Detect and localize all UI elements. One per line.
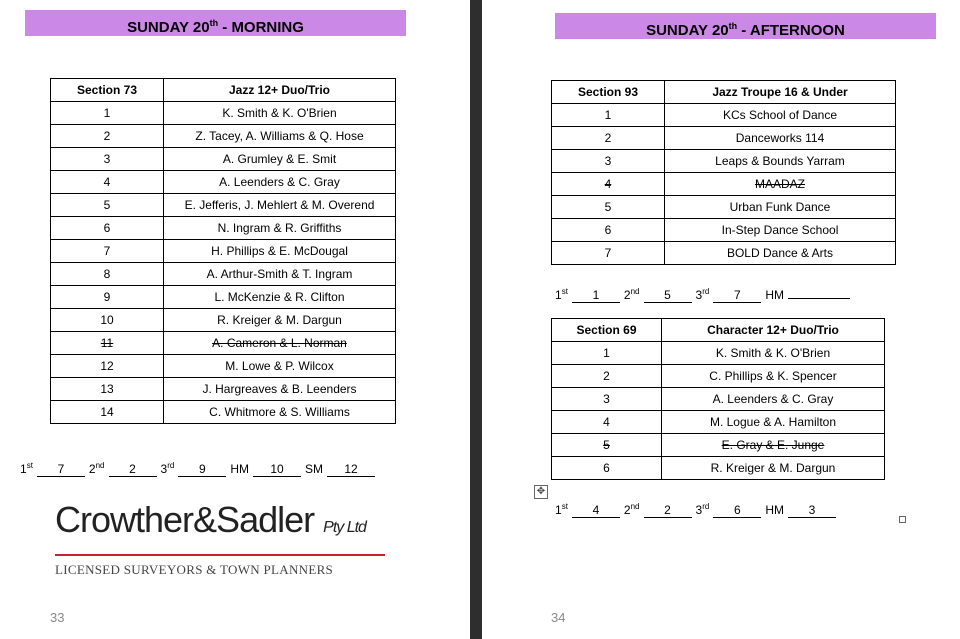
entry-number: 11 [51, 332, 164, 355]
placing-value: 2 [644, 503, 692, 518]
placing-label-sup: nd [95, 461, 105, 470]
placing-label-text: 1 [20, 462, 27, 476]
placing-label-text: 1 [555, 503, 562, 517]
table-row [552, 434, 885, 457]
entry-number: 1 [552, 104, 665, 127]
placing-label-sup: nd [630, 502, 640, 511]
banner-suffix: - MORNING [218, 19, 304, 36]
entry-number: 3 [51, 148, 164, 171]
entry-number: 1 [51, 102, 164, 125]
placing-value: 6 [713, 503, 761, 518]
entry-name: M. Logue & A. Hamilton [662, 411, 885, 434]
placing-label [555, 503, 568, 517]
placing-label-text: 3 [695, 503, 703, 517]
page-number: 33 [50, 610, 65, 625]
placing [696, 502, 766, 518]
placings-section-73 [20, 461, 379, 477]
category-header: Jazz 12+ Duo/Trio [164, 79, 396, 102]
placing-label [20, 462, 33, 476]
placing [555, 502, 624, 518]
entry-name: E. Jefferis, J. Mehlert & M. Overend [164, 194, 396, 217]
company-logo [55, 500, 395, 578]
placing-label-text: 3 [695, 288, 703, 302]
table-row [552, 219, 896, 242]
placing [624, 502, 696, 518]
placing-label-text: 2 [623, 503, 631, 517]
placing-label [230, 462, 249, 476]
entry-name: A. Arthur-Smith & T. Ingram [164, 263, 396, 286]
placing-label-text: 3 [160, 462, 168, 476]
entry-number: 3 [552, 388, 662, 411]
entry-name: H. Phillips & E. McDougal [164, 240, 396, 263]
placing-label [765, 503, 784, 517]
table-row [552, 104, 896, 127]
entry-number: 4 [552, 411, 662, 434]
banner-text: SUNDAY 20 [127, 19, 210, 36]
table-row [51, 355, 396, 378]
placing-label-sup: st [561, 287, 568, 296]
placing-label-text: HM [765, 288, 784, 302]
placing [89, 461, 161, 477]
table-row [552, 411, 885, 434]
entry-number: 12 [51, 355, 164, 378]
entry-name: K. Smith & K. O'Brien [164, 102, 396, 125]
placing-label-sup: rd [702, 502, 710, 511]
afternoon-banner [555, 13, 936, 39]
placing [555, 287, 624, 303]
category-header: Jazz Troupe 16 & Under [665, 81, 896, 104]
entry-number: 9 [51, 286, 164, 309]
entry-name: E. Gray & E. Junge [662, 434, 885, 457]
entry-number: 1 [552, 342, 662, 365]
placing-value: 3 [788, 503, 836, 518]
table-resize-handle[interactable] [899, 516, 906, 523]
entry-name: Danceworks 114 [665, 127, 896, 150]
table-row [552, 196, 896, 219]
placing-label [696, 288, 710, 302]
placing-label [89, 462, 105, 476]
table-row [51, 171, 396, 194]
entry-number: 13 [51, 378, 164, 401]
entry-name: C. Phillips & K. Spencer [662, 365, 885, 388]
placing-label-text: HM [230, 462, 249, 476]
page-33 [0, 0, 470, 639]
placing [161, 461, 231, 477]
entry-number: 5 [552, 196, 665, 219]
logo-name: Crowther&Sadler [55, 499, 315, 540]
placing-label-sup: st [26, 461, 33, 470]
page-divider [470, 0, 482, 639]
entry-number: 4 [51, 171, 164, 194]
placing-label [555, 288, 568, 302]
section-69-table [551, 318, 885, 480]
section-header: Section 73 [51, 79, 164, 102]
entry-number: 7 [552, 242, 665, 265]
table-row [51, 102, 396, 125]
table-row [552, 365, 885, 388]
table-row [552, 388, 885, 411]
table-row [552, 173, 896, 196]
banner-text: SUNDAY 20 [646, 22, 729, 39]
entry-number: 7 [51, 240, 164, 263]
entry-name: R. Kreiger & M. Dargun [662, 457, 885, 480]
entry-name: N. Ingram & R. Griffiths [164, 217, 396, 240]
entry-number: 3 [552, 150, 665, 173]
entry-name: Z. Tacey, A. Williams & Q. Hose [164, 125, 396, 148]
page-number: 34 [551, 610, 566, 625]
banner-suffix: - AFTERNOON [737, 22, 845, 39]
entry-name: A. Grumley & E. Smit [164, 148, 396, 171]
table-row [51, 332, 396, 355]
entry-number: 2 [51, 125, 164, 148]
entry-name: J. Hargreaves & B. Leenders [164, 378, 396, 401]
logo-tagline: LICENSED SURVEYORS & TOWN PLANNERS [55, 562, 334, 577]
placing-label-text: SM [305, 462, 323, 476]
entry-number: 5 [552, 434, 662, 457]
entry-number: 6 [552, 219, 665, 242]
placing-label [624, 288, 640, 302]
entry-name: Urban Funk Dance [665, 196, 896, 219]
placing-value: 9 [178, 462, 226, 477]
placing-label-text: 1 [555, 288, 562, 302]
table-row [552, 242, 896, 265]
placing-label [765, 288, 784, 302]
entry-name: KCs School of Dance [665, 104, 896, 127]
table-row [552, 127, 896, 150]
entry-name: C. Whitmore & S. Williams [164, 401, 396, 424]
placing-label-text: HM [765, 503, 784, 517]
category-header: Character 12+ Duo/Trio [662, 319, 885, 342]
logo-rule [55, 554, 385, 556]
table-row [552, 342, 885, 365]
table-row [51, 286, 396, 309]
placing-value: 7 [713, 288, 761, 303]
section-header: Section 69 [552, 319, 662, 342]
placing-label [305, 462, 323, 476]
entry-name: R. Kreiger & M. Dargun [164, 309, 396, 332]
placing-label-sup: rd [167, 461, 175, 470]
entry-number: 8 [51, 263, 164, 286]
entry-number: 6 [51, 217, 164, 240]
entry-number: 2 [552, 127, 665, 150]
placing [765, 288, 854, 302]
banner-sup: th [209, 18, 219, 28]
entry-name: A. Leenders & C. Gray [662, 388, 885, 411]
table-move-handle-icon[interactable]: ✥ [534, 485, 548, 499]
table-row [51, 194, 396, 217]
entry-number: 6 [552, 457, 662, 480]
placing-value: 12 [327, 462, 375, 477]
placing-label [696, 503, 710, 517]
placing-value: 10 [253, 462, 301, 477]
section-93-table [551, 80, 896, 265]
placing [20, 461, 89, 477]
entry-name: In-Step Dance School [665, 219, 896, 242]
section-header: Section 93 [552, 81, 665, 104]
table-row [51, 401, 396, 424]
table-row [552, 457, 885, 480]
entry-number: 4 [552, 173, 665, 196]
placing-value: 4 [572, 503, 620, 518]
entry-name: M. Lowe & P. Wilcox [164, 355, 396, 378]
placing-label-text: 2 [623, 288, 631, 302]
placing-label-sup: st [561, 502, 568, 511]
table-row [51, 240, 396, 263]
entry-name: K. Smith & K. O'Brien [662, 342, 885, 365]
placing-label-sup: rd [702, 287, 710, 296]
table-row [51, 378, 396, 401]
placings-section-69 [555, 502, 840, 518]
page-34 [482, 0, 960, 639]
entry-name: BOLD Dance & Arts [665, 242, 896, 265]
table-row [51, 263, 396, 286]
entry-number: 10 [51, 309, 164, 332]
placings-section-93 [555, 287, 854, 303]
table-row [51, 217, 396, 240]
banner-sup: th [728, 21, 738, 31]
entry-number: 5 [51, 194, 164, 217]
entry-number: 2 [552, 365, 662, 388]
placing-value [788, 298, 850, 299]
morning-banner [25, 10, 406, 36]
placing [230, 462, 305, 477]
entry-name: A. Leenders & C. Gray [164, 171, 396, 194]
section-73-table [50, 78, 396, 424]
entry-name: L. McKenzie & R. Clifton [164, 286, 396, 309]
entry-number: 14 [51, 401, 164, 424]
placing [305, 462, 379, 477]
placing [765, 503, 840, 518]
placing [624, 287, 696, 303]
table-row [51, 148, 396, 171]
placing-value: 7 [37, 462, 85, 477]
placing-label [624, 503, 640, 517]
placing-value: 2 [109, 462, 157, 477]
placing-label-sup: nd [630, 287, 640, 296]
table-row [51, 125, 396, 148]
placing-label-text: 2 [88, 462, 96, 476]
entry-name: A. Cameron & L. Norman [164, 332, 396, 355]
entry-name: MAADAZ [665, 173, 896, 196]
logo-suffix: Pty Ltd [323, 519, 366, 536]
placing-value: 5 [644, 288, 692, 303]
placing-value: 1 [572, 288, 620, 303]
placing [696, 287, 766, 303]
table-row [552, 150, 896, 173]
placing-label [161, 462, 175, 476]
entry-name: Leaps & Bounds Yarram [665, 150, 896, 173]
table-row [51, 309, 396, 332]
